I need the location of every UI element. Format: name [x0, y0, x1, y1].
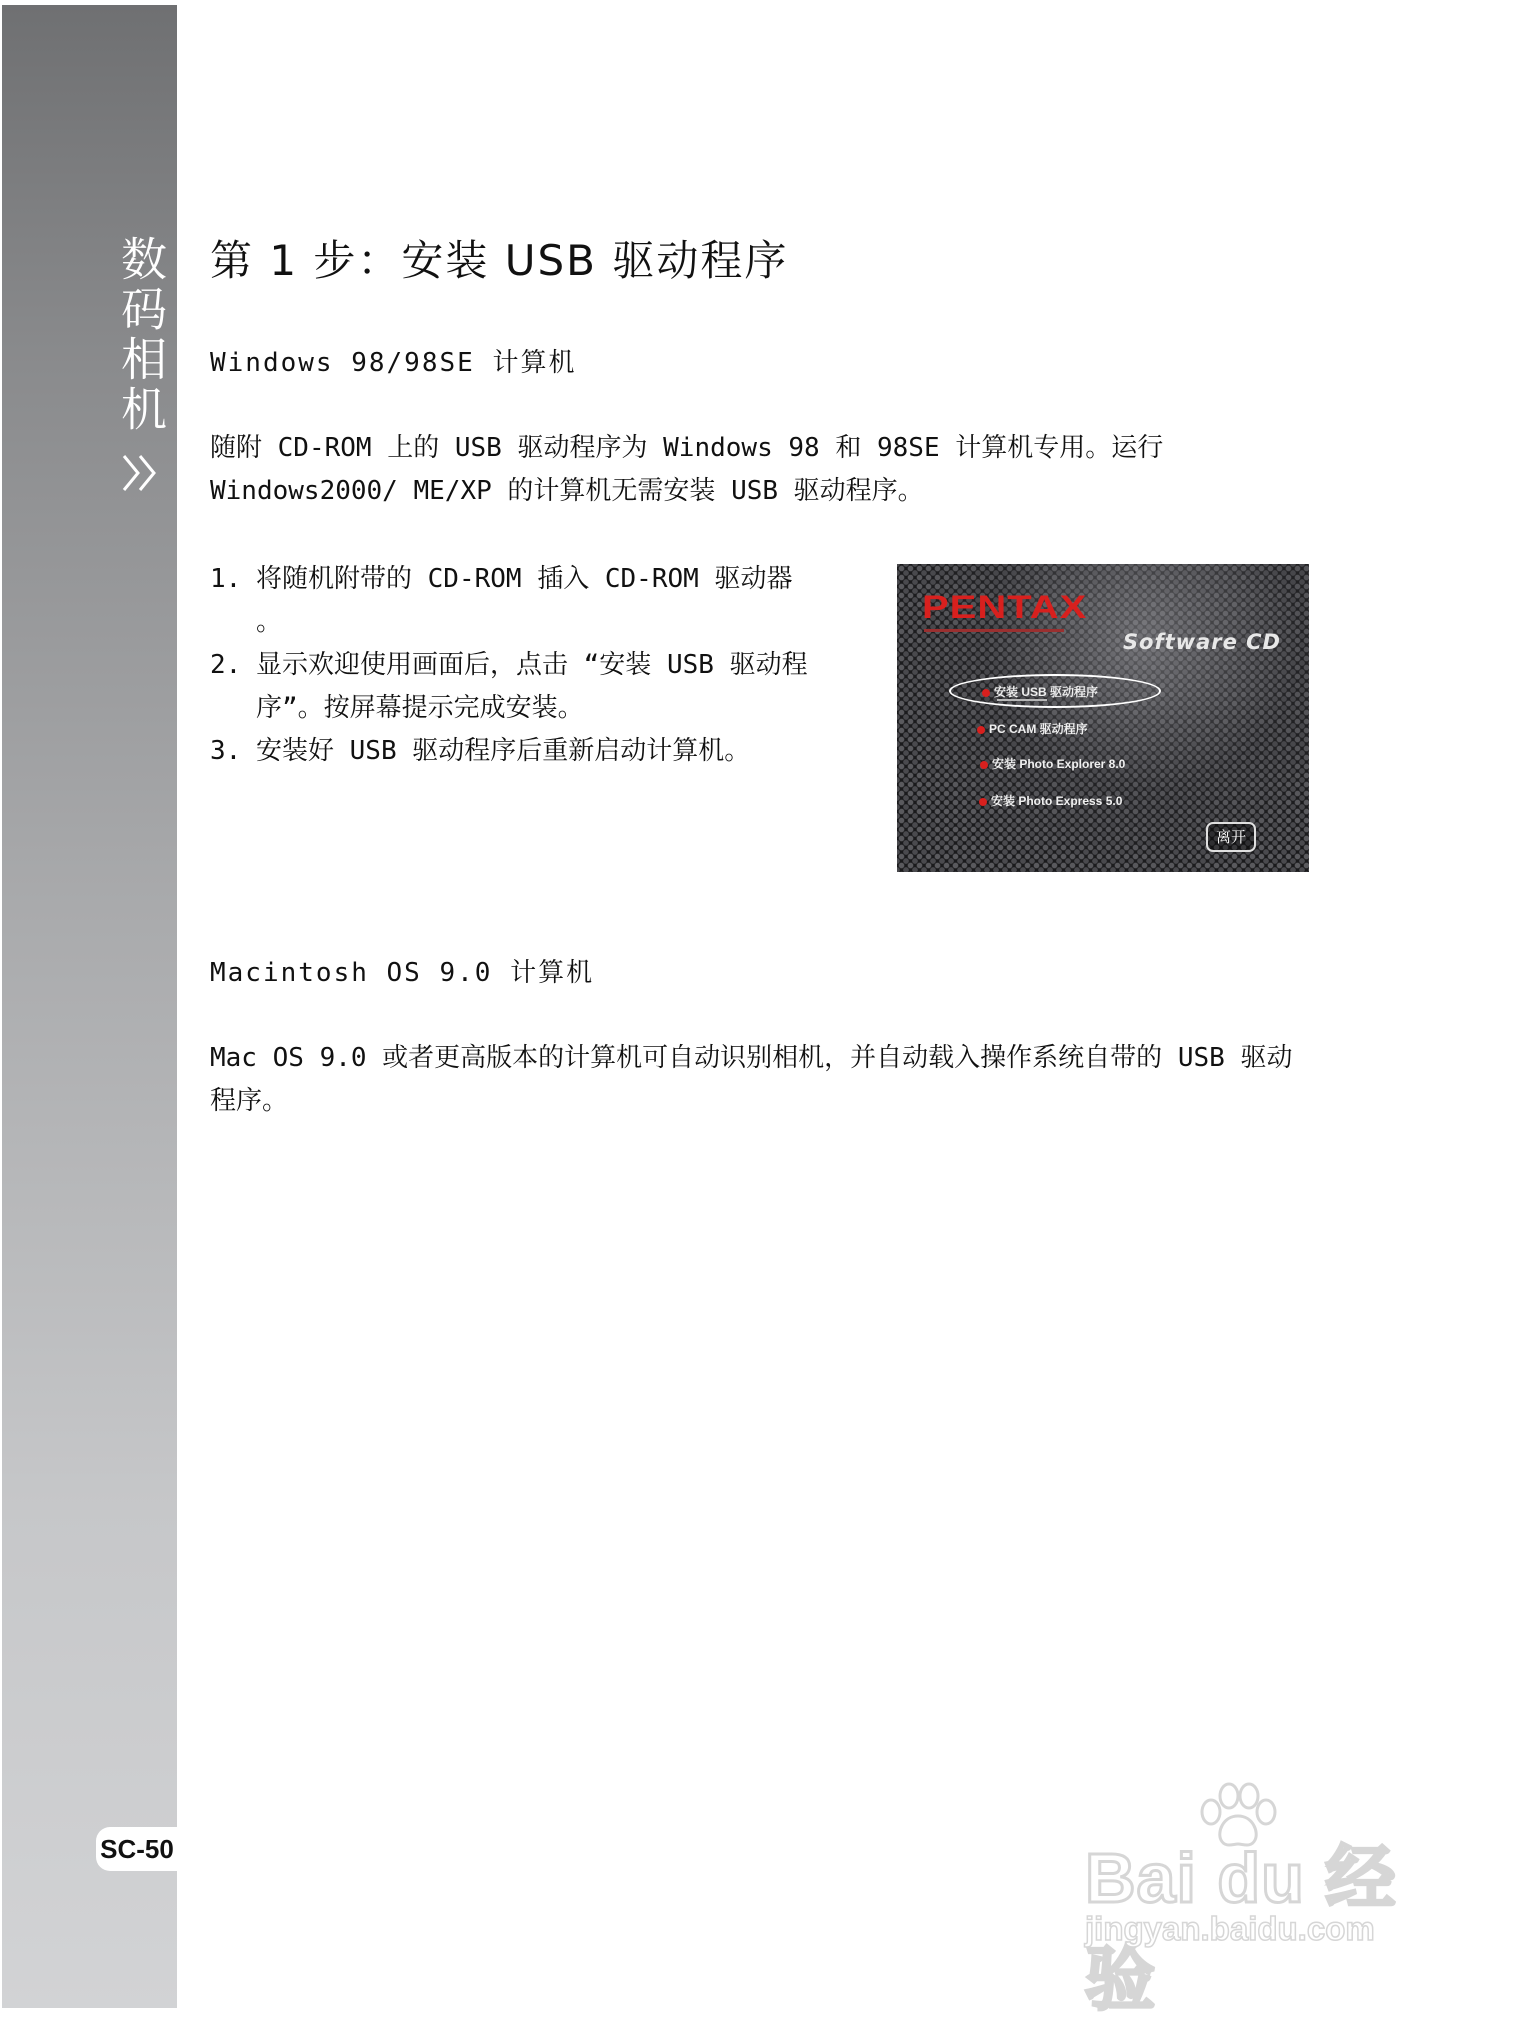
step-number: 1. — [210, 564, 242, 594]
menu-photo-express[interactable] — [979, 792, 1122, 809]
install-steps — [210, 558, 810, 773]
logo-underline — [924, 629, 1064, 632]
software-cd-label: Software CD — [1122, 630, 1281, 654]
cd-welcome-screenshot — [897, 564, 1309, 872]
baidu-watermark — [1075, 1782, 1455, 2018]
menu-label: 安装 USB 驱动程序 — [994, 685, 1099, 699]
page-number: SC-50 — [96, 1827, 178, 1871]
bullet-icon — [977, 726, 985, 734]
step-text: 安装好 USB 驱动程序后重新启动计算机。 — [256, 736, 751, 766]
menu-label: 安装 Photo Express 5.0 — [991, 794, 1123, 808]
windows-paragraph: 随附 CD-ROM 上的 USB 驱动程序为 Windows 98 和 98SE 计算机专用。运行 Windows2000/ ME/XP 的计算机无需安装 USB 驱动程序。 — [210, 433, 1164, 506]
step-item — [210, 558, 810, 644]
step-text: 显示欢迎使用画面后，点击 “安装 USB 驱动程序”。按屏幕提示完成安装。 — [256, 650, 808, 723]
menu-label: PC CAM 驱动程序 — [989, 722, 1088, 736]
step-text: 将随机附带的 CD-ROM 插入 CD-ROM 驱动器 。 — [256, 564, 793, 637]
watermark-url: jingyan.baidu.com — [1085, 1910, 1375, 1947]
bullet-icon — [979, 798, 987, 806]
mac-subheading: Macintosh OS 9.0 计算机 — [210, 958, 595, 988]
watermark-brand: Bai du 经验 — [1085, 1839, 1397, 2018]
menu-pc-cam-driver[interactable] — [977, 720, 1088, 737]
step-number: 3. — [210, 736, 242, 766]
highlight-ellipse — [949, 674, 1161, 708]
exit-button[interactable]: 离开 — [1206, 822, 1256, 852]
pentax-logo: PENTAX — [922, 590, 1088, 626]
step-item — [210, 644, 810, 730]
page-title: 第 1 步：安装 USB 驱动程序 — [210, 236, 789, 285]
section-title: 数码相机 — [114, 235, 168, 435]
menu-photo-explorer[interactable] — [980, 755, 1125, 772]
menu-label: 安装 Photo Explorer 8.0 — [992, 757, 1126, 771]
step-number: 2. — [210, 650, 242, 680]
bullet-icon — [980, 761, 988, 769]
step-item — [210, 730, 810, 773]
double-chevron-right-icon — [120, 450, 160, 496]
windows-subheading: Windows 98/98SE 计算机 — [210, 348, 577, 378]
mac-paragraph: Mac OS 9.0 或者更高版本的计算机可自动识别相机，并自动载入操作系统自带的 USB 驱动程序。 — [210, 1043, 1293, 1116]
